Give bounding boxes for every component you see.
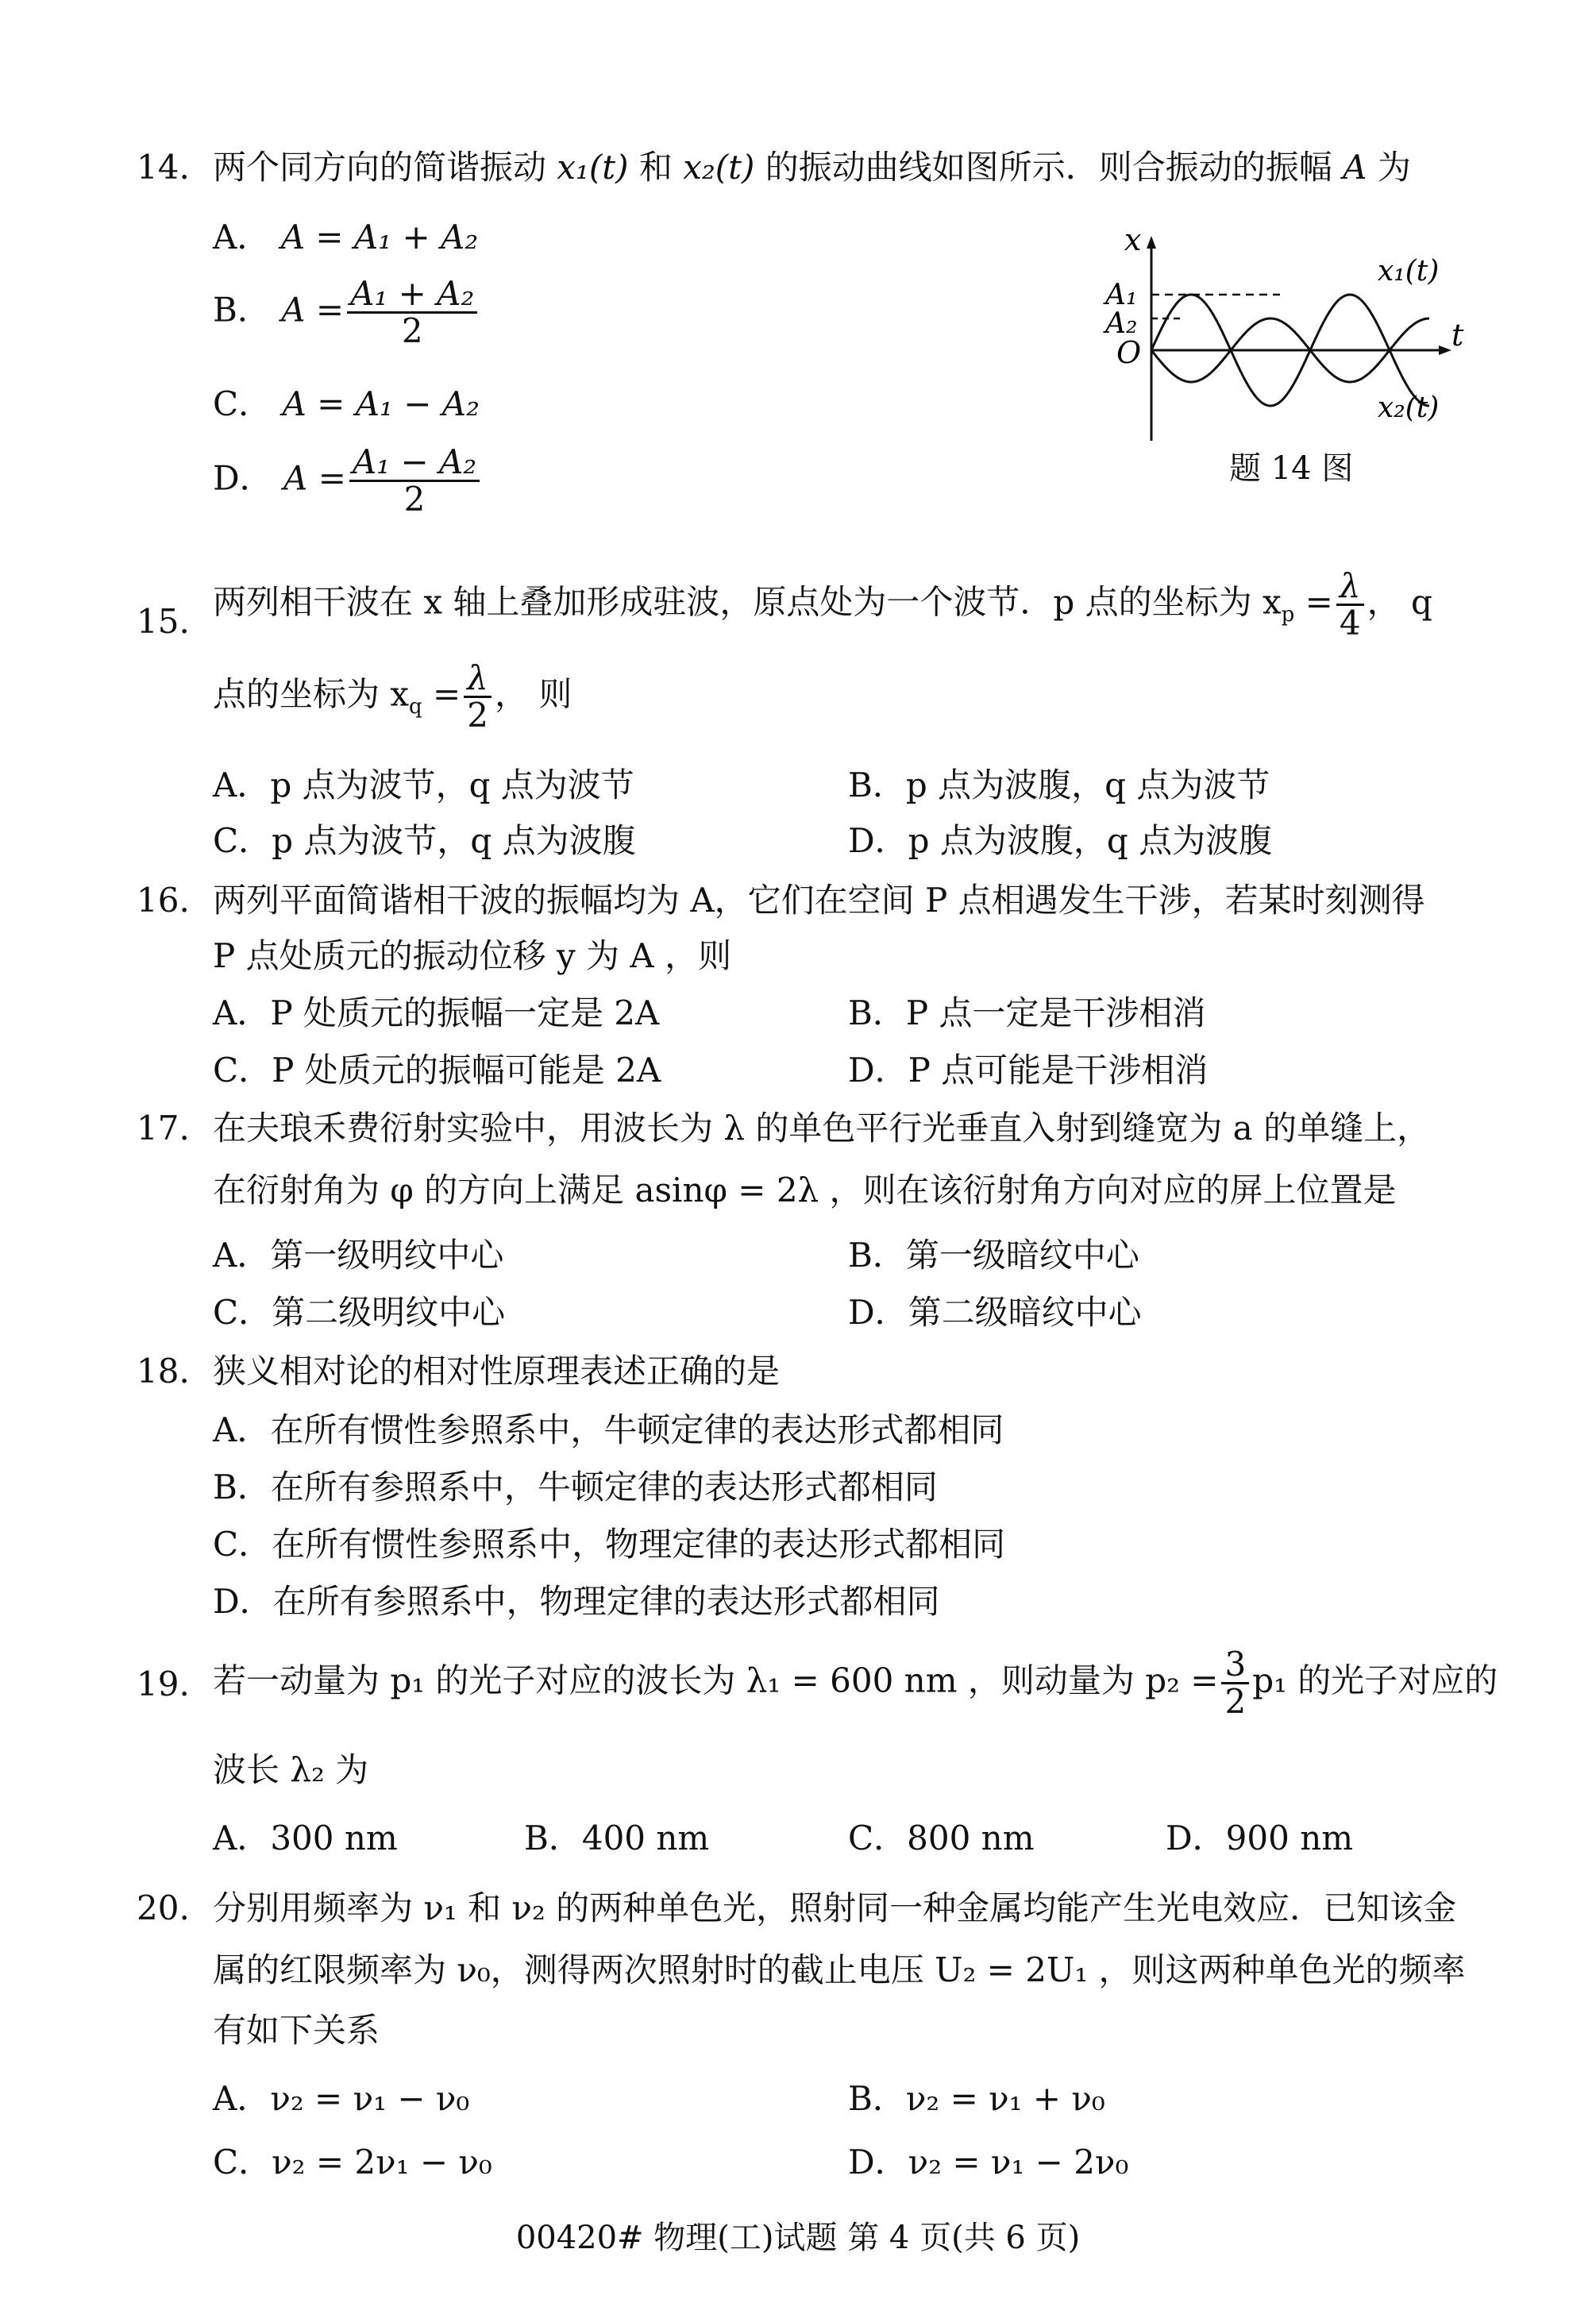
q15-option-b: B．p 点为波腹，q 点为波节 bbox=[848, 766, 1270, 804]
q17-option-d: D．第二级暗纹中心 bbox=[848, 1293, 1142, 1332]
q17-option-c: C．第二级明纹中心 bbox=[213, 1293, 506, 1332]
q18-option-c: C．在所有惯性参照系中，物理定律的表达形式都相同 bbox=[213, 1525, 1006, 1564]
x1-symbol: x₁(t) bbox=[557, 148, 629, 187]
question-20-stem-line1: 分别用频率为 ν₁ 和 ν₂ 的两种单色光，照射同一种金属均能产生光电效应．已知该金 bbox=[213, 1888, 1457, 1927]
x-axis-label: x bbox=[1124, 226, 1142, 257]
q19-option-d: D．900 nm bbox=[1166, 1819, 1354, 1857]
q20-option-a: A．ν₂ = ν₁ − ν₀ bbox=[213, 2079, 470, 2118]
q16-option-c: C．P 处质元的振幅可能是 2A bbox=[213, 1051, 661, 1090]
question-20-stem-line3: 有如下关系 bbox=[213, 2011, 380, 2050]
question-14-number: 14. bbox=[137, 148, 190, 187]
question-15-number: 15. bbox=[137, 602, 190, 641]
amplitude-symbol: A bbox=[1343, 148, 1367, 187]
figure-14-caption: 题 14 图 bbox=[1229, 450, 1354, 487]
question-17-stem-line1: 在夫琅禾费衍射实验中，用波长为 λ 的单色平行光垂直入射到缝宽为 a 的单缝上， bbox=[213, 1109, 1431, 1148]
question-16-number: 16. bbox=[137, 881, 190, 920]
question-19-stem-line1: 若一动量为 p₁ 的光子对应的波长为 λ₁ = 600 nm ，则动量为 p₂ = $\frac{3}{2}$ p₁ 的光子对应的 bbox=[213, 1645, 1498, 1722]
x-axis-arrow bbox=[1147, 236, 1156, 249]
question-16-stem-line1: 两列平面简谐相干波的振幅均为 A，它们在空间 P 点相遇发生干涉，若某时刻测得 bbox=[213, 881, 1425, 920]
a1-label: A₁ bbox=[1105, 279, 1138, 311]
question-17-number: 17. bbox=[137, 1109, 190, 1148]
question-16-stem-line2: P 点处质元的振动位移 y 为 A ，则 bbox=[213, 936, 732, 975]
page-footer: 00420# 物理(工)试题 第 4 页(共 6 页) bbox=[515, 2220, 1081, 2256]
q14-option-c: C． A = A₁ − A₂ bbox=[213, 384, 480, 423]
question-19-stem-line2: 波长 λ₂ 为 bbox=[213, 1750, 369, 1789]
question-20-stem-line2: 属的红限频率为 ν₀，测得两次照射时的截止电压 U₂ = 2U₁ ，则这两种单色光的频率 bbox=[213, 1950, 1466, 1989]
q18-option-a: A．在所有惯性参照系中，牛顿定律的表达形式都相同 bbox=[213, 1410, 1004, 1449]
question-20-number: 20. bbox=[137, 1888, 190, 1927]
question-14-stem: 两个同方向的简谐振动 x₁(t) 和 x₂(t) 的振动曲线如图所示．则合振动的振幅 A 为 bbox=[213, 148, 1411, 187]
q18-option-b: B．在所有参照系中，牛顿定律的表达形式都相同 bbox=[213, 1468, 938, 1506]
q14-option-b: B． A = $\frac{\text{A₁ + A₂}}{2}$ bbox=[213, 276, 480, 349]
q16-option-d: D．P 点可能是干涉相消 bbox=[848, 1051, 1209, 1090]
question-18-stem: 狭义相对论的相对性原理表述正确的是 bbox=[213, 1352, 781, 1391]
q14-b-fraction: $\frac{\text{A₁ + A₂}}{2}$ bbox=[347, 276, 477, 349]
q20-option-b: B．ν₂ = ν₁ + ν₀ bbox=[848, 2079, 1105, 2118]
q15-option-c: C．p 点为波节，q 点为波腹 bbox=[213, 821, 636, 860]
q17-option-b: B．第一级暗纹中心 bbox=[848, 1236, 1139, 1275]
q19-option-b: B．400 nm bbox=[524, 1819, 710, 1857]
a2-label: A₂ bbox=[1105, 307, 1138, 340]
q20-option-d: D．ν₂ = ν₁ − 2ν₀ bbox=[848, 2143, 1129, 2181]
q16-option-a: A．P 处质元的振幅一定是 2A bbox=[213, 993, 660, 1032]
figure-14 bbox=[1096, 226, 1509, 465]
t-axis-label: t bbox=[1451, 318, 1464, 353]
t-axis-arrow bbox=[1439, 345, 1451, 355]
q14-option-a: A． A = A₁ + A₂ bbox=[213, 218, 479, 257]
q15-option-a: A．p 点为波节，q 点为波节 bbox=[213, 766, 634, 804]
q18-option-d: D．在所有参照系中，物理定律的表达形式都相同 bbox=[213, 1582, 940, 1621]
q14-option-d: D． A = $\frac{\text{A₁ − A₂}}{2}$ bbox=[213, 445, 483, 517]
question-17-stem-line2: 在衍射角为 φ 的方向上满足 asinφ = 2λ ，则在该衍射角方向对应的屏上位置是 bbox=[213, 1171, 1397, 1209]
question-15-stem-line1: 两列相干波在 x 轴上叠加形成驻波，原点处为一个波节．p 点的坐标为 $x_p$ = $\frac{\lambda}{4}$ ， q bbox=[213, 566, 1432, 643]
curve1-label: x₁(t) bbox=[1378, 255, 1440, 287]
q16-option-b: B．P 点一定是干涉相消 bbox=[848, 993, 1206, 1032]
q19-option-a: A．300 nm bbox=[213, 1819, 398, 1857]
curve2-label: x₂(t) bbox=[1378, 392, 1440, 424]
question-19-number: 19. bbox=[137, 1665, 190, 1703]
x2-symbol: x₂(t) bbox=[683, 148, 755, 187]
origin-label: O bbox=[1116, 335, 1142, 370]
q15-option-d: D．p 点为波腹，q 点为波腹 bbox=[848, 821, 1273, 860]
q20-option-c: C．ν₂ = 2ν₁ − ν₀ bbox=[213, 2143, 492, 2181]
question-18-number: 18. bbox=[137, 1352, 190, 1391]
q14-d-fraction: $\frac{\text{A₁ − A₂}}{2}$ bbox=[349, 445, 480, 517]
question-15-stem-line2: 点的坐标为 $x_q$ = $\frac{\lambda}{2}$ ， 则 bbox=[213, 658, 572, 735]
q19-option-c: C．800 nm bbox=[848, 1819, 1035, 1857]
q17-option-a: A．第一级明纹中心 bbox=[213, 1236, 504, 1275]
